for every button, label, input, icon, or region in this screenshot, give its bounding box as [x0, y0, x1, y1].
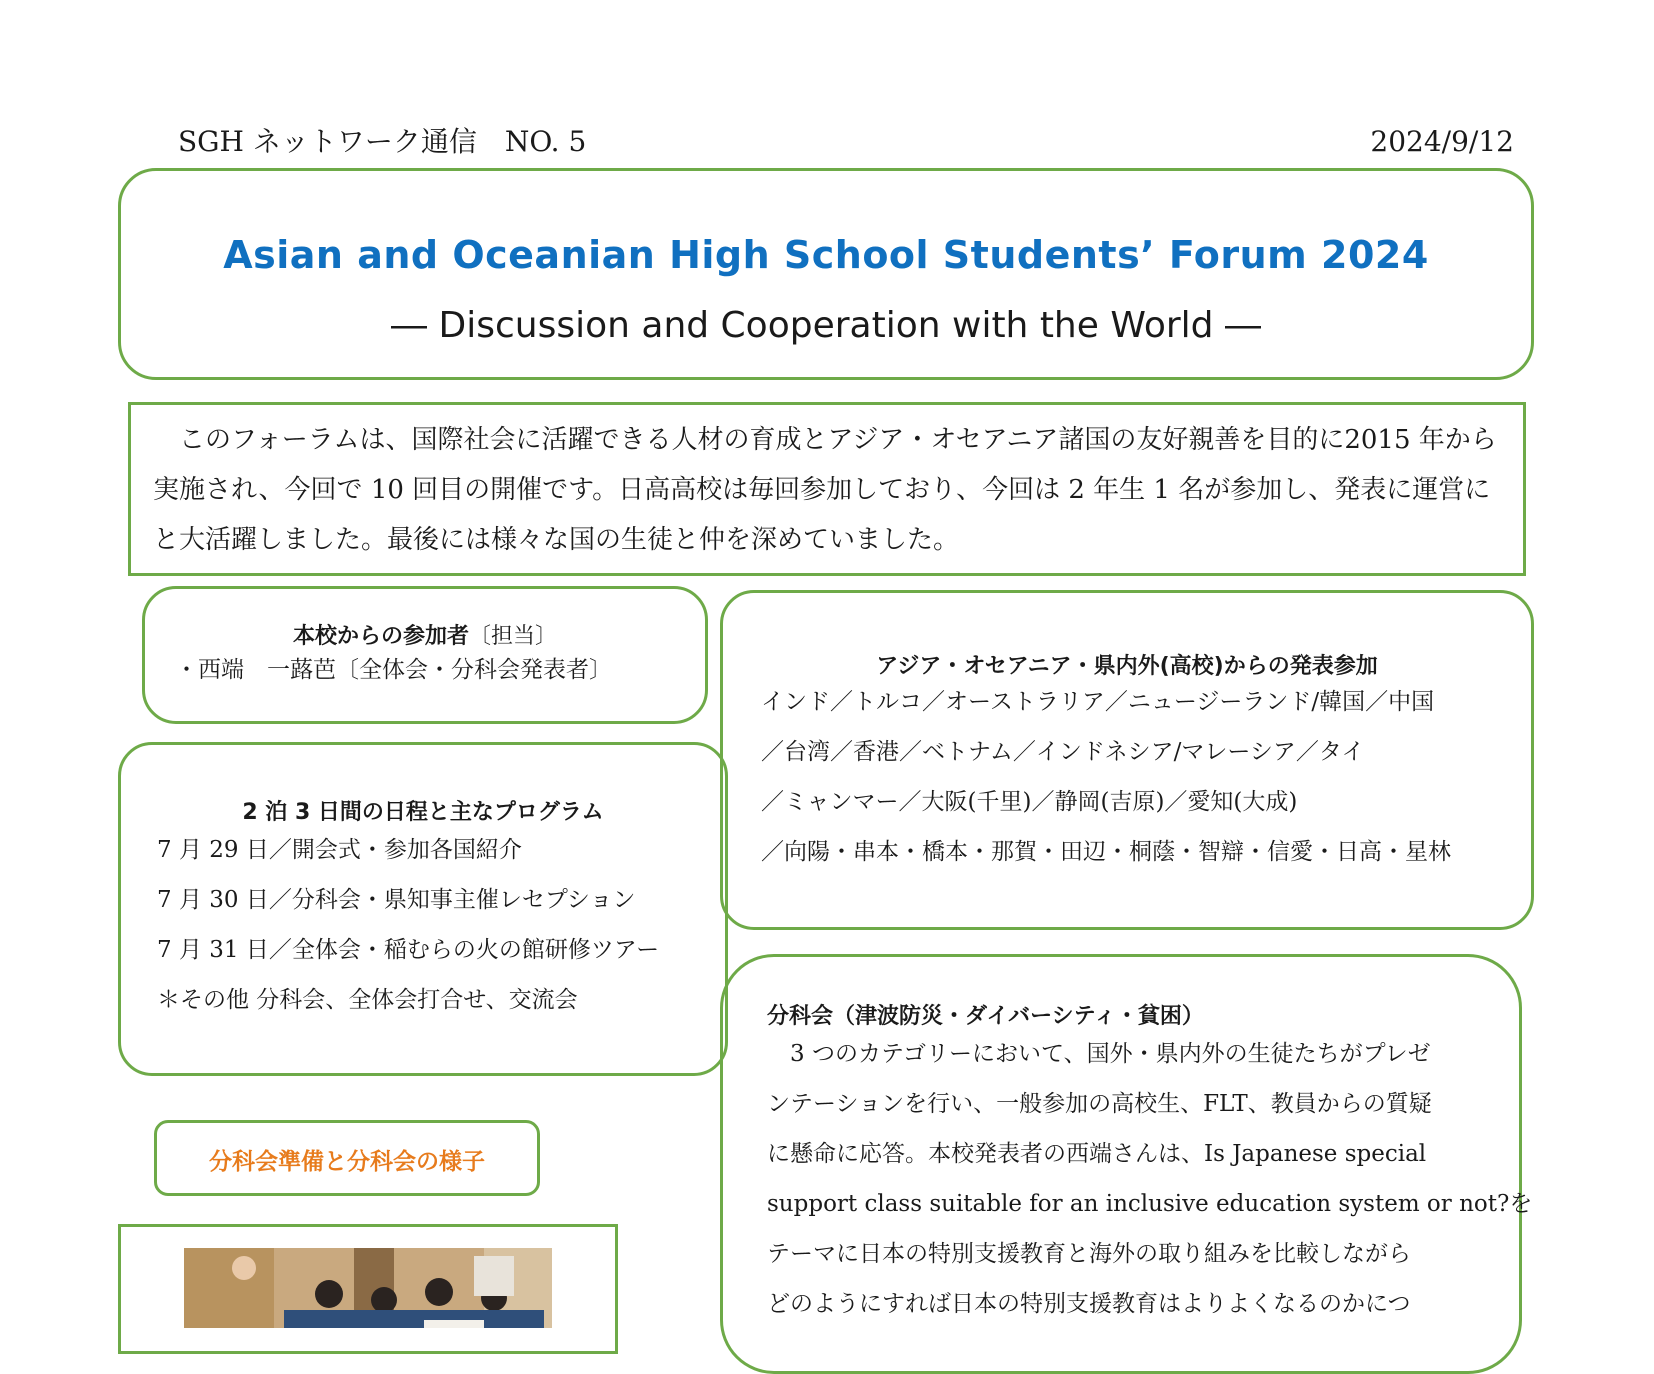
title-box — [118, 168, 1534, 380]
breakout-body — [767, 1029, 1533, 1329]
breakout-line: に懸命に応答。本校発表者の西端さんは、Is Japanese special — [767, 1141, 1427, 1167]
countries-panel — [720, 590, 1534, 930]
breakout-photo — [184, 1248, 552, 1328]
schedule-panel — [118, 742, 728, 1076]
breakout-line: どのようにすれば日本の特別支援教育はよりよくなるのかにつ — [767, 1291, 1411, 1317]
schedule-item: 7 月 31 日／全体会・稲むらの火の館研修ツアー — [157, 937, 660, 963]
breakout-line: ンテーションを行い、一般参加の高校生、FLT、教員からの質疑 — [767, 1091, 1432, 1117]
participants-title: 本校からの参加者 — [292, 624, 469, 649]
countries-line: ／向陽・串本・橋本・那賀・田辺・桐蔭・智辯・信愛・日高・星林 — [761, 839, 1451, 865]
breakout-panel — [720, 954, 1533, 1374]
breakout-line: support class suitable for an inclusive education system or not?を — [767, 1191, 1533, 1217]
intro-text: このフォーラムは、国際社会に活躍できる人材の育成とアジア・オセアニア諸国の友好親善を目的に2015 年から実施され、今回で 10 回目の開催です。日高高校は毎回参加しており、今回は 2 年生 1 名が参加し、発表に運営にと大活躍しました。最後には様々な国の生徒と仲を深めていました。 — [153, 425, 1497, 555]
countries-line: ／ミャンマー／大阪(千里)／静岡(吉原)／愛知(大成) — [761, 789, 1298, 815]
participants-title-note: 〔担当〕 — [469, 624, 558, 649]
newsletter-title: SGH ネットワーク通信 NO. 5 — [178, 125, 587, 158]
countries-title: アジア・オセアニア・県内外(高校)からの発表参加 — [876, 654, 1378, 679]
breakout-photo-image — [184, 1248, 552, 1328]
forum-title: Asian and Oceanian High School Students’ Forum 2024 — [223, 233, 1429, 277]
countries-line: インド／トルコ／オーストラリア／ニュージーランド/韓国／中国 — [761, 689, 1435, 715]
participant-line: ・西端 一蕗芭〔全体会・分科会発表者〕 — [175, 657, 612, 683]
issue-date: 2024/9/12 — [1370, 125, 1514, 158]
breakout-line: テーマに日本の特別支援教育と海外の取り組みを比較しながら — [767, 1241, 1411, 1267]
countries-list — [761, 677, 1451, 877]
schedule-item: 7 月 30 日／分科会・県知事主催レセプション — [157, 887, 636, 913]
schedule-list — [157, 825, 659, 1025]
photo-section-label — [154, 1120, 540, 1196]
countries-line: ／台湾／香港／ベトナム／インドネシア/マレーシア／タイ — [761, 739, 1365, 765]
schedule-title: 2 泊 3 日間の日程と主なプログラム — [242, 800, 604, 825]
photo-section-label-text: 分科会準備と分科会の様子 — [209, 1149, 485, 1175]
breakout-line: 3 つのカテゴリーにおいて、国外・県内外の生徒たちがプレゼ — [767, 1041, 1431, 1067]
breakout-title: 分科会（津波防災・ダイバーシティ・貧困） — [767, 1004, 1204, 1029]
forum-subtitle: ― Discussion and Cooperation with the World ― — [391, 305, 1261, 346]
schedule-item: 7 月 29 日／開会式・参加各国紹介 — [157, 837, 522, 863]
participants-panel — [142, 586, 708, 724]
intro-box — [128, 402, 1526, 576]
schedule-item: ＊その他 分科会、全体会打合せ、交流会 — [157, 987, 578, 1013]
